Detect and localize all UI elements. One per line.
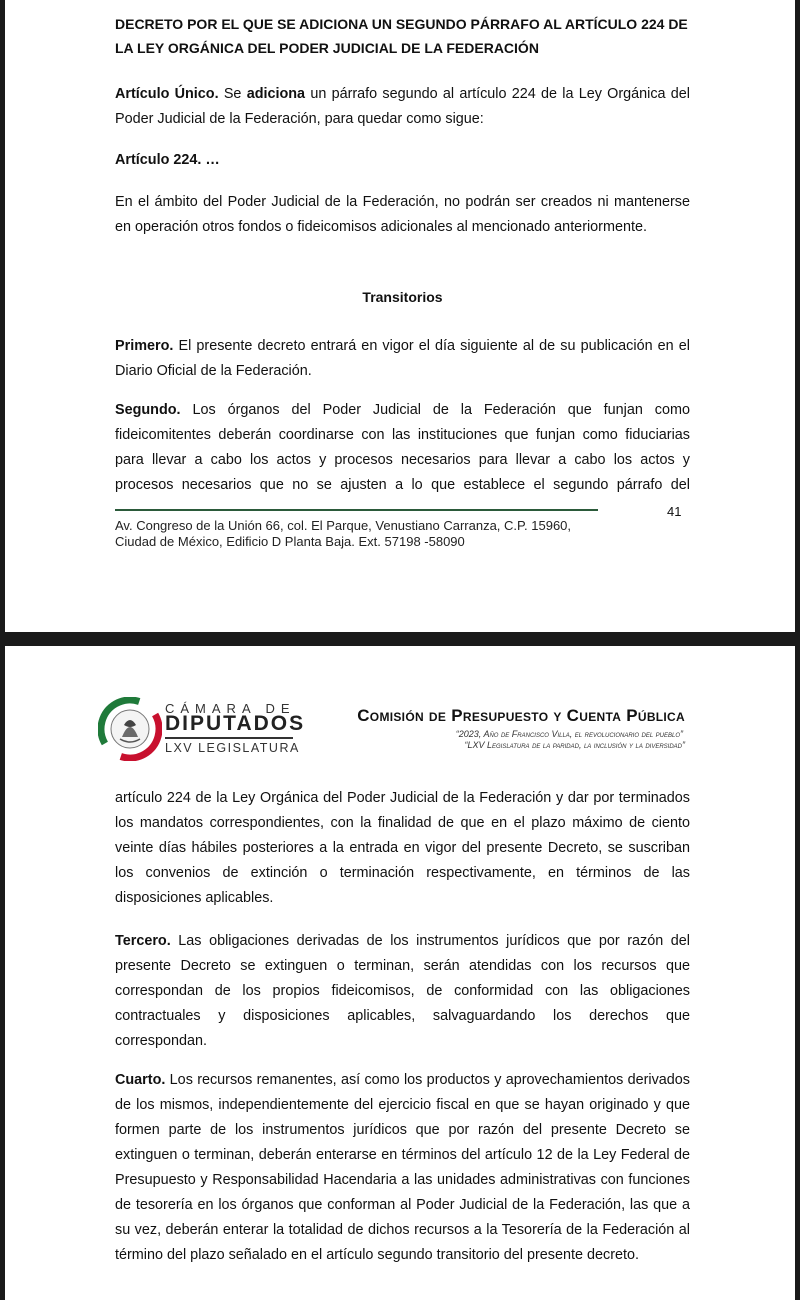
articulo-unico-text-a: Se xyxy=(218,86,247,102)
transitorios-heading: Transitorios xyxy=(362,289,443,305)
camara-de-diputados-logo xyxy=(98,697,162,761)
footer-address-line-1: Av. Congreso de la Unión 66, col. El Parque, Venustiano Carranza, C.P. 15960, xyxy=(115,518,572,533)
transitorio-segundo-paragraph xyxy=(115,398,690,498)
footer-divider xyxy=(115,509,598,511)
diputados-wordmark: DIPUTADOS xyxy=(165,712,306,735)
tercero-text: Las obligaciones derivadas de los instrumentos jurídicos que por razón del presente Decreto se extinguen o terminan, serán atendidas con los recursos que correspondan de los propios fideicomisos, de conformidad con las obligaciones contractuales y disposiciones aplicables, salvaguardando los derechos que correspondan. xyxy=(115,933,690,1049)
articulo-224-text: En el ámbito del Poder Judicial de la Federación, no podrán ser creados ni mantenerse en operación otros fondos o fideicomisos adicionales al mencionado anteriormente. xyxy=(115,194,690,235)
articulo-unico-paragraph xyxy=(115,82,690,132)
document-page-1 xyxy=(5,0,795,632)
transitorio-primero-paragraph xyxy=(115,334,690,384)
camara-wordmark: CÁMARA DE xyxy=(165,701,296,716)
logo-divider xyxy=(165,737,293,739)
articulo-unico-lead: Artículo Único. xyxy=(115,86,219,102)
lema-line-1: “2023, Año de Francisco Villa, el revolucionario del pueblo” xyxy=(455,729,683,739)
decree-title: DECRETO POR EL QUE SE ADICIONA UN SEGUNDO PÁRRAFO AL ARTÍCULO 224 DE LA LEY ORGÁNICA DEL PODER JUDICIAL DE LA FEDERACIÓN xyxy=(115,16,688,56)
tercero-lead: Tercero. xyxy=(115,933,171,949)
articulo-224-heading: Artículo 224. … xyxy=(115,152,220,168)
cuarto-text: Los recursos remanentes, así como los productos y aprovechamientos derivados de los mismos, independientemente del ejercicio fiscal en que se hayan originado y que formen parte de los instrumentos jurídicos que por razón del presente Decreto se extinguen o terminan, deberán enterarse en términos del artículo 12 de la Ley Federal de Presupuesto y Responsabilidad Hacendaria a las unidades administrativas con funciones de tesorería en los órganos que conforman al Poder Judicial de la Federación, las que a su vez, deberán enterar la totalidad de dichos recursos a la Tesorería de la Federación al término del plazo señalado en el artículo segundo transitorio del presente decreto. xyxy=(115,1072,690,1263)
segundo-lead: Segundo. xyxy=(115,402,181,418)
primero-lead: Primero. xyxy=(115,338,174,354)
articulo-unico-bold-word: adiciona xyxy=(246,86,306,102)
lema-line-2: “LXV Legislatura de la paridad, la inclusión y la diversidad” xyxy=(464,740,685,750)
transitorio-tercero-paragraph xyxy=(115,929,690,1054)
document-page-2 xyxy=(5,646,795,1300)
segundo-text: Los órganos del Poder Judicial de la Federación que funjan como fideicomitentes deberán coordinarse con las instituciones que funjan como fiduciarias para llevar a cabo los actos y procesos necesarios para llevar a cabo los actos y procesos necesarios que no se ajusten a lo que establece el segundo párrafo del xyxy=(115,402,690,493)
footer-address-line-2: Ciudad de México, Edificio D Planta Baja. Ext. 57198 -58090 xyxy=(115,534,465,549)
comision-title: Comisión de Presupuesto y Cuenta Pública xyxy=(357,706,685,725)
primero-text: El presente decreto entrará en vigor el día siguiente al de su publicación en el Diario Oficial de la Federación. xyxy=(115,338,690,379)
transitorio-segundo-continuation: artículo 224 de la Ley Orgánica del Poder Judicial de la Federación y dar por terminados los mandatos correspondientes, con la finalidad de que en el plazo máximo de ciento veinte días hábiles posteriores a la entrada en vigor del presente Decreto, se suscriban los convenios de extinción o terminación respectivamente, en términos de las disposiciones aplicables. xyxy=(115,790,690,906)
legislatura-wordmark: LXV LEGISLATURA xyxy=(165,741,300,755)
cuarto-lead: Cuarto. xyxy=(115,1072,166,1088)
footer-address xyxy=(115,518,675,550)
articulo-unico-text-b: un párrafo segundo al artículo 224 de la Ley Orgánica del Poder Judicial de la Federación, para quedar como sigue: xyxy=(115,86,690,127)
transitorio-cuarto-paragraph xyxy=(115,1068,690,1268)
page-number: 41 xyxy=(667,504,682,519)
